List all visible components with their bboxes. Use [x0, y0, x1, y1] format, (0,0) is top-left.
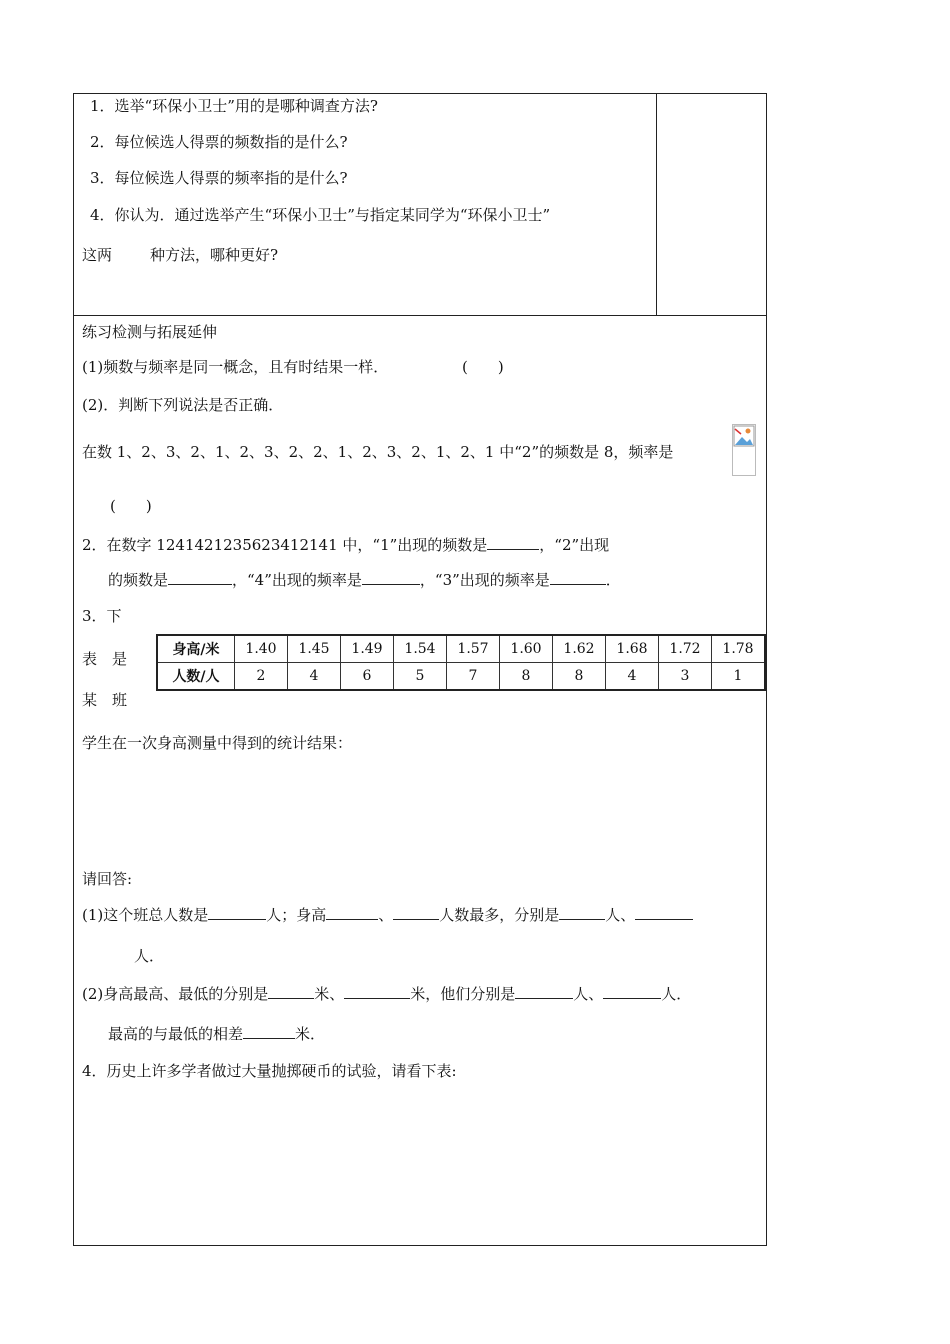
a1-text-c: 、 [378, 906, 394, 924]
q3-text-b: ，“2”出现 [539, 536, 610, 554]
cell-count: 8 [500, 663, 553, 691]
height-table [156, 634, 766, 691]
blank-height-2[interactable] [393, 905, 439, 920]
blank-freq-1[interactable] [487, 535, 539, 550]
practice-q1: (1)频数与频率是同一概念，且有时结果一样． [82, 358, 389, 376]
cell-height: 1.57 [447, 635, 500, 663]
blank-max-count[interactable] [515, 984, 573, 999]
cell-height: 1.68 [606, 635, 659, 663]
cell-count: 1 [712, 663, 766, 691]
q4-side-3: 某 班 [82, 691, 128, 709]
cell-height: 1.62 [553, 635, 606, 663]
a1-text-b: 人；身高 [266, 906, 327, 924]
q4-side-2: 表 是 [82, 650, 128, 668]
a2-text-g: 米． [295, 1025, 326, 1043]
a2-text-a: (2)身高最高、最低的分别是 [82, 985, 269, 1003]
practice-q2: (2)．判断下列说法是否正确． [82, 396, 284, 414]
practice-q3-line1 [82, 535, 609, 555]
cell-height: 1.78 [712, 635, 766, 663]
side-column [656, 93, 767, 316]
q4-side-1: 3．下 [82, 607, 122, 625]
blank-total[interactable] [208, 905, 266, 920]
question-4: 4．你认为．通过选举产生“环保小卫士”与指定某同学为“环保小卫士” [90, 206, 551, 224]
q3-text-e: ，“3”出现的频率是 [419, 571, 550, 589]
cell-height: 1.54 [394, 635, 447, 663]
cell-count: 6 [341, 663, 394, 691]
blank-height-1[interactable] [326, 905, 378, 920]
broken-image-icon [732, 424, 756, 476]
question-coin: 4．历史上许多学者做过大量抛掷硬币的试验，请看下表: [82, 1062, 457, 1080]
a2-text-b: 米、 [314, 985, 345, 1003]
question-3: 3．每位候选人得票的频率指的是什么? [90, 169, 348, 187]
a1-text-a: (1)这个班总人数是 [82, 906, 209, 924]
blank-min-count[interactable] [603, 984, 661, 999]
practice-q3-line2 [108, 570, 621, 590]
blank-rate-4[interactable] [362, 570, 420, 585]
q3-text-f: ． [605, 571, 621, 589]
table-row [157, 663, 765, 691]
question-4-cont-a: 这两 [82, 246, 113, 264]
blank-max-height[interactable] [268, 984, 314, 999]
row-head-count: 人数/人 [157, 663, 235, 691]
question-4-cont-b: 种方法，哪种更好? [150, 246, 279, 264]
practice-q1-paren: ( ) [462, 358, 504, 376]
a2-text-e: 人． [661, 985, 692, 1003]
practice-q2-paren: ( ) [110, 497, 152, 515]
answer-2-line2 [108, 1024, 325, 1044]
q3-text-c: 的频数是 [108, 571, 169, 589]
q4-tail: 学生在一次身高测量中得到的统计结果： [82, 734, 353, 752]
answer-1-line2: 人． [134, 947, 165, 965]
cell-height: 1.49 [341, 635, 394, 663]
blank-min-height[interactable] [344, 984, 410, 999]
practice-heading: 练习检测与拓展延伸 [82, 323, 218, 341]
a2-text-f: 最高的与最低的相差 [108, 1025, 244, 1043]
cell-height: 1.60 [500, 635, 553, 663]
answer-prompt: 请回答: [82, 870, 133, 888]
cell-height: 1.72 [659, 635, 712, 663]
a2-text-c: 米，他们分别是 [410, 985, 516, 1003]
cell-count: 4 [288, 663, 341, 691]
cell-height: 1.45 [288, 635, 341, 663]
cell-height: 1.40 [235, 635, 288, 663]
cell-count: 4 [606, 663, 659, 691]
cell-count: 7 [447, 663, 500, 691]
blank-difference[interactable] [243, 1024, 295, 1039]
cell-count: 8 [553, 663, 606, 691]
q3-text-a: 2．在数字 1241421235623412141 中，“1”出现的频数是 [82, 536, 488, 554]
blank-rate-3[interactable] [550, 570, 606, 585]
cell-count: 2 [235, 663, 288, 691]
practice-q2-detail: 在数 1、2、3、2、1、2、3、2、2、1、2、3、2、1、2、1 中“2”的频数是 8，频率是 [82, 443, 674, 461]
question-1: 1．选举“环保小卫士”用的是哪种调查方法? [90, 97, 378, 115]
blank-freq-2[interactable] [168, 570, 232, 585]
a1-text-d: 人数最多，分别是 [439, 906, 560, 924]
row-head-height: 身高/米 [157, 635, 235, 663]
blank-count-1[interactable] [559, 905, 605, 920]
cell-count: 3 [659, 663, 712, 691]
q3-text-d: ，“4”出现的频率是 [232, 571, 362, 589]
question-2: 2．每位候选人得票的频数指的是什么? [90, 133, 348, 151]
a1-text-e: 人、 [605, 906, 636, 924]
table-row [157, 635, 765, 663]
cell-count: 5 [394, 663, 447, 691]
answer-1-line1 [82, 905, 693, 925]
answer-2-line1 [82, 984, 691, 1004]
blank-count-2[interactable] [635, 905, 693, 920]
a2-text-d: 人、 [573, 985, 604, 1003]
